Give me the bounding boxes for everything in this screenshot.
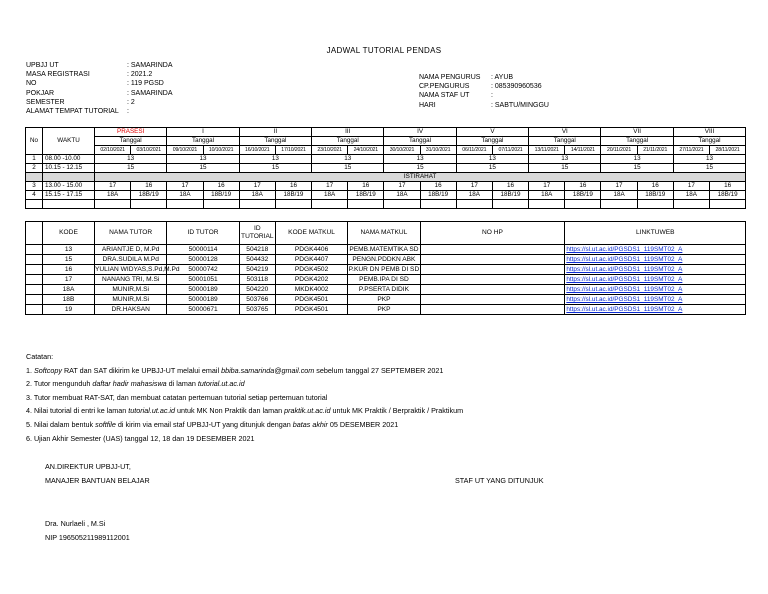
tutor-mk: PDGK4502 [275,265,347,275]
schedule-table [25,127,746,209]
session-cell: 18A [456,191,492,200]
tutor-kode: 18A [43,285,95,295]
tutor-row [26,265,746,275]
tutor-nama: DR.HAKSAN [95,305,167,315]
blank-cell [492,200,528,209]
session-cell: 13 [529,155,601,164]
tutor-link[interactable]: https://sl.ut.ac.id/PGSDS1_119SMT02_A [565,265,746,275]
session-cell: 13 [312,155,384,164]
schedule-header-row [26,128,746,137]
session-cell: 13 [456,155,528,164]
tutor-link[interactable]: https://sl.ut.ac.id/PGSDS1_119SMT02_A [565,245,746,255]
signature-left-line1: AN.DIREKTUR UPBJJ-UT, [45,462,131,471]
tutor-kode: 17 [43,275,95,285]
note-6: 6. Ujian Akhir Semester (UAS) tanggal 12, 18 dan 19 DESEMBER 2021 [26,433,255,443]
info-left [26,61,216,116]
session-cell: 15 [529,164,601,173]
tanggal-header: Tanggal [312,137,384,146]
info-value: : [127,107,129,115]
session-cell: 17 [95,182,131,191]
notes [26,350,463,445]
nama-tutor-header: NAMA TUTOR [95,222,167,245]
note-1: 1. Softcopy RAT dan SAT dikirim ke UPBJJ-UT melalui email bbiba.samarinda@gmail.com sebelum tanggal 27 SEPTEMBER 2021 [26,365,444,375]
tutor-hp [420,295,565,305]
session-cell: 15 [239,164,311,173]
tanggal-header: Tanggal [529,137,601,146]
session-cell: 16 [710,182,746,191]
tutor-idt: 503766 [239,295,275,305]
session-cell: 18A [529,191,565,200]
info-row [419,73,609,82]
tutor-mk: PDGK4501 [275,305,347,315]
note-3: 3. Tutor membuat RAT-SAT, dan membuat catatan pertemuan tutorial setiap pertemuan tutorial [26,392,328,402]
info-right [419,73,609,110]
info-row [26,98,216,107]
info-value: : SAMARINDA [127,62,173,69]
tutor-kode: 15 [43,255,95,265]
session-cell: 17 [239,182,275,191]
tutor-matkul: PEMB.MATEMTIKA SD [349,246,419,253]
info-row [26,61,216,70]
blank-cell [565,200,601,209]
date-cell: 07/11/2021 [492,146,528,155]
tutor-row [26,245,746,255]
session-cell: 16 [565,182,601,191]
session-cell: 15 [673,164,745,173]
session-cell: 16 [203,182,239,191]
session-cell: 17 [673,182,709,191]
tutor-id: 50000742 [167,265,239,275]
info-value: : SABTU/MINGGU [491,101,549,109]
info-row [26,89,216,98]
tutor-row [26,285,746,295]
blank-cell [673,200,709,209]
tutor-matkul: PKP [348,295,420,305]
tanggal-header: Tanggal [95,137,167,146]
tutor-row [26,255,746,265]
session-cell: 16 [275,182,311,191]
tutor-nama: NANANG TRI, M.Si [95,275,167,285]
tanggal-header: Tanggal [601,137,673,146]
kode-matkul-header: KODE MATKUL [275,222,347,245]
tanggal-header: Tanggal [384,137,456,146]
tutor-id: 50001051 [167,275,239,285]
signature-name: Dra. Nurlaeli , M.Si [45,519,106,528]
info-row [26,107,216,116]
linktuweb-header: LINKTUWEB [565,222,746,245]
session-cell: 15 [456,164,528,173]
blank-cell [529,200,565,209]
date-cell: 20/11/2021 [601,146,637,155]
session-cell: 18B/19 [203,191,239,200]
signature-left-line2: MANAJER BANTUAN BELAJAR [45,476,150,485]
info-label: NAMA PENGURUS [419,74,481,81]
tutor-nama: MUNIR,M.Si [95,285,167,295]
blank-cell [710,200,746,209]
blank-cell [26,285,43,295]
session-cell: 18B/19 [275,191,311,200]
session-cell: 18B/19 [710,191,746,200]
info-value: : 2021.2 [127,71,153,79]
tutor-matkul: P.PSERTA DIDIK [348,285,420,295]
info-label: NO [26,80,37,88]
date-cell: 24/10/2021 [348,146,384,155]
date-cell: 23/10/2021 [312,146,348,155]
session-header: VIII [673,128,745,137]
date-cell: 17/10/2021 [275,146,311,155]
date-cell: 03/10/2021 [131,146,167,155]
date-cell: 28/11/2021 [710,146,746,155]
session-cell: 13 [95,155,167,164]
info-label: POKJAR [26,89,55,97]
info-label: CP.PENGURUS [419,83,470,91]
row-time: 15.15 - 17.15 [43,191,95,200]
tutor-idt: 503118 [239,275,275,285]
blank-row [26,200,746,209]
row-no: 1 [26,155,43,164]
session-header: I [167,128,239,137]
tutor-idt: 504218 [239,245,275,255]
tutor-idt: 504219 [239,265,275,275]
page-title: JADWAL TUTORIAL PENDAS [326,46,442,55]
kode-header: KODE [43,222,95,245]
session-cell: 16 [492,182,528,191]
info-row [419,82,609,91]
session-cell: 13 [673,155,745,164]
date-cell: 31/10/2021 [420,146,456,155]
info-row [26,70,216,79]
tutor-mk: PDGK4501 [275,295,347,305]
session-cell: 18A [673,191,709,200]
blank-cell [26,265,43,275]
tanggal-header: Tanggal [239,137,311,146]
tutor-nama: ARIANTJE D, M.Pd [95,245,167,255]
blank-cell [384,200,420,209]
date-cell: 09/10/2021 [167,146,203,155]
schedule-tanggal-row [26,137,746,146]
session-cell: 18B/19 [637,191,673,200]
date-cell: 13/11/2021 [529,146,565,155]
break-label: ISTIRAHAT [95,173,746,182]
session-cell: 17 [601,182,637,191]
session-cell: 18B/19 [492,191,528,200]
tutor-link[interactable]: https://sl.ut.ac.id/PGSDS1_119SMT02_A [565,255,746,265]
tutor-mk: MKDK4002 [275,285,347,295]
tutor-link[interactable]: https://sl.ut.ac.id/PGSDS1_119SMT02_A [565,295,746,305]
blank-cell [26,305,43,315]
blank-cell [312,200,348,209]
session-cell: 18A [239,191,275,200]
col-no-header: No [26,128,43,155]
blank-cell [203,200,239,209]
date-cell: 27/11/2021 [673,146,709,155]
date-cell: 16/10/2021 [239,146,275,155]
note-4: 4. Nilai tutorial di entri ke laman tutorial.ut.ac.id untuk MK Non Praktik dan laman praktik.ut.ac.id untuk MK Praktik / Berpraktik / Praktikum [26,406,464,416]
session-header: VI [529,128,601,137]
tutor-hp [420,305,565,315]
blank-cell [26,222,43,245]
tutor-kode: 19 [43,305,95,315]
blank-cell [26,200,43,209]
info-row [26,79,216,88]
session-header: III [312,128,384,137]
session-cell: 18A [312,191,348,200]
schedule-row [26,191,746,200]
session-cell: 18B/19 [420,191,456,200]
date-cell: 10/10/2021 [203,146,239,155]
session-cell: 13 [384,155,456,164]
blank-cell [239,200,275,209]
id-tutorial-header: ID TUTORIAL [239,222,275,245]
session-cell: 13 [167,155,239,164]
blank-cell [601,200,637,209]
tutor-hp [420,275,565,285]
schedule-row [26,155,746,164]
session-cell: 17 [529,182,565,191]
session-cell: 15 [167,164,239,173]
date-cell: 30/10/2021 [384,146,420,155]
tutor-kode: 18B [43,295,95,305]
date-cell: 02/10/2021 [95,146,131,155]
row-time: 13.00 - 15.00 [43,182,95,191]
session-cell: 15 [312,164,384,173]
row-time: 10.15 - 12.15 [43,164,95,173]
tutor-matkul: PEMB.IPA DI SD [348,275,420,285]
session-cell: 16 [420,182,456,191]
tutor-mk: PDGK4202 [275,275,347,285]
tutor-matkul: P.KUR DN PEMB DI SD [348,266,420,273]
tutor-hp [420,265,565,275]
tutor-hp [420,245,565,255]
id-tutor-header: ID TUTOR [167,222,239,245]
info-value: : 2 [127,98,135,106]
info-label: HARI [419,101,436,109]
session-cell: 18B/19 [131,191,167,200]
tutor-matkul: PENGN.PDDKN ABK [348,255,420,265]
info-label: MASA REGISTRASI [26,71,90,79]
session-cell: 16 [637,182,673,191]
date-cell: 06/11/2021 [456,146,492,155]
col-waktu-header: WAKTU [43,128,95,155]
tutor-nama: MUNIR,M.Si [95,295,167,305]
blank-cell [637,200,673,209]
blank-cell [131,200,167,209]
tutor-id: 50000671 [167,305,239,315]
blank-cell [26,255,43,265]
tutor-id: 50000114 [167,245,239,255]
session-cell: 17 [456,182,492,191]
session-cell: 18B/19 [348,191,384,200]
tutor-row [26,305,746,315]
info-label: UPBJJ UT [26,62,59,69]
schedule-dates-row [26,146,746,155]
signature-right-line: STAF UT YANG DITUNJUK [455,476,544,485]
session-header: IV [384,128,456,137]
tutor-matkul: PKP [348,305,420,315]
blank-cell [420,200,456,209]
blank-cell [167,200,203,209]
row-time: 08.00 -10.00 [43,155,95,164]
session-cell: 18A [167,191,203,200]
tutor-mk: PDGK4407 [275,255,347,265]
note-2: 2. Tutor mengunduh daftar hadir mahasiswa di laman tutorial.ut.ac.id [26,379,245,389]
session-header: V [456,128,528,137]
tutor-hp [420,285,565,295]
tanggal-header: Tanggal [673,137,745,146]
session-cell: 16 [131,182,167,191]
tutor-kode: 16 [43,265,95,275]
tutor-row [26,275,746,285]
info-value: : 085390960536 [491,83,542,91]
row-no: 4 [26,191,43,200]
tanggal-header: Tanggal [456,137,528,146]
break-cell [26,173,43,182]
tutor-row [26,295,746,305]
schedule-row [26,164,746,173]
nama-matkul-header: NAMA MATKUL [348,222,420,245]
session-header: PRASESI [95,128,167,137]
session-cell: 17 [384,182,420,191]
tutor-id: 50000128 [167,255,239,265]
session-cell: 18A [384,191,420,200]
tutor-header-row [26,222,746,245]
info-value: : [491,92,493,100]
date-cell: 21/11/2021 [637,146,673,155]
info-value: : SAMARINDA [127,89,173,97]
session-cell: 18B/19 [565,191,601,200]
tutor-nama: YULIAN WIDYAS,S.Pd,M.Pd [95,266,180,273]
session-cell: 15 [601,164,673,173]
tanggal-header: Tanggal [167,137,239,146]
tutor-mk: PDGK4406 [275,245,347,255]
blank-cell [26,275,43,285]
tutor-idt: 504220 [239,285,275,295]
break-row [26,173,746,182]
info-label: ALAMAT TEMPAT TUTORIAL [26,107,119,115]
blank-cell [456,200,492,209]
tutor-idt: 504432 [239,255,275,265]
blank-cell [348,200,384,209]
info-row [419,101,609,110]
session-cell: 15 [95,164,167,173]
session-header: VII [601,128,673,137]
session-cell: 13 [601,155,673,164]
tutor-id: 50000189 [167,295,239,305]
info-row [419,91,609,100]
session-cell: 17 [312,182,348,191]
session-cell: 16 [348,182,384,191]
session-cell: 17 [167,182,203,191]
tutor-id: 50000189 [167,285,239,295]
blank-cell [26,245,43,255]
tutor-kode: 13 [43,245,95,255]
info-label: SEMESTER [26,98,65,106]
row-no: 2 [26,164,43,173]
no-hp-header: NO HP [420,222,565,245]
tutor-link[interactable]: https://sl.ut.ac.id/PGSDS1_119SMT02_A [565,305,746,315]
session-header: II [239,128,311,137]
note-5: 5. Nilai dalam bentuk softfile di kirim via email staf UPBJJ-UT yang ditunjuk dengan batas akhir 05 DESEMBER 2021 [26,419,399,429]
break-cell [43,173,95,182]
blank-cell [95,200,131,209]
tutor-hp [420,255,565,265]
info-value: : 119 PGSD [127,80,164,88]
session-cell: 18A [95,191,131,200]
signature-nip: NIP 196505211989112001 [45,533,130,542]
tutor-nama: DRA.SUDILA M.Pd [95,255,167,265]
tutor-link[interactable]: https://sl.ut.ac.id/PGSDS1_119SMT02_A [565,275,746,285]
info-value: : AYUB [491,74,514,81]
tutor-link[interactable]: https://sl.ut.ac.id/PGSDS1_119SMT02_A [565,285,746,295]
session-cell: 15 [384,164,456,173]
blank-cell [43,200,95,209]
date-cell: 14/11/2021 [565,146,601,155]
info-label: NAMA STAF UT [419,92,470,100]
row-no: 3 [26,182,43,191]
session-cell: 13 [239,155,311,164]
tutor-idt: 503765 [239,305,275,315]
notes-heading: Catatan: [26,352,54,361]
blank-cell [275,200,311,209]
tutor-table [25,221,746,315]
schedule-row [26,182,746,191]
session-cell: 18A [601,191,637,200]
blank-cell [26,295,43,305]
